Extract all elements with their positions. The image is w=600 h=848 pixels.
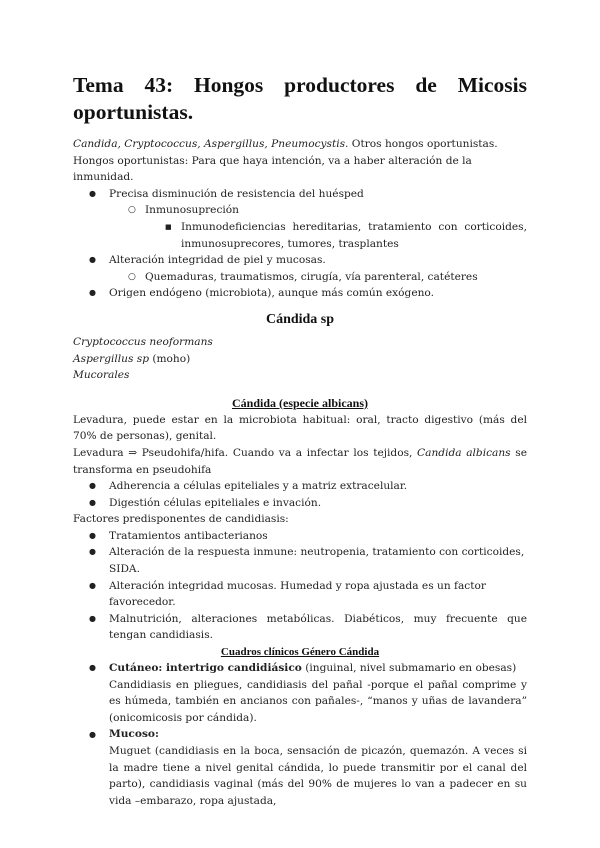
list-item: ● Adherencia a células epiteliales y a matriz extracelular. bbox=[73, 478, 527, 495]
paragraph: Candidiasis en pliegues, candidiasis del pañal -porque el pañal comprime y es húmeda, también en ancianos con pañales-, “manos y uñas de lavandera” (onicomicosis por cándida). bbox=[109, 678, 527, 724]
list-item: ● Mucoso: bbox=[73, 726, 527, 743]
list-item: ● Origen endógeno (microbiota), aunque más común exógeno. bbox=[73, 285, 527, 302]
factors-list bbox=[73, 528, 527, 644]
list-item: ● Precisa disminución de resistencia del huésped bbox=[73, 186, 527, 203]
species-item: Mucorales bbox=[73, 369, 130, 382]
paragraph: Levadura, puede estar en la microbiota habitual: oral, tracto digestivo (más del 70% de personas), genital. bbox=[73, 413, 527, 443]
species-item: Aspergillus sp (moho) bbox=[73, 352, 191, 365]
albicans-list bbox=[73, 478, 527, 511]
document-body bbox=[73, 72, 527, 809]
list-item: ● Alteración integridad de piel y mucosas. bbox=[73, 252, 527, 269]
species-item: Cryptococcus neoformans bbox=[73, 335, 213, 348]
paragraph: Levadura ⇒ Pseudohifa/hifa. Cuando va a infectar los tejidos, Candida albicans se transforma en pseudohifa bbox=[73, 446, 528, 476]
intro-definition: Hongos oportunistas: Para que haya intención, va a haber alteración de la inmunidad. bbox=[73, 154, 472, 184]
genera-rest: . Otros hongos oportunistas. bbox=[345, 138, 498, 150]
list-item: ○ Quemaduras, traumatismos, cirugía, vía parenteral, catéteres bbox=[73, 269, 527, 286]
title-line-1: Tema 43: Hongos productores de Micosis bbox=[73, 73, 527, 97]
section-heading: Cándida sp bbox=[265, 311, 335, 327]
list-item: ● Alteración integridad mucosas. Humedad y ropa ajustada es un factor favorecedor. bbox=[73, 578, 527, 611]
list-item: ● Digestión células epiteliales e invación. bbox=[73, 495, 527, 512]
page-title bbox=[73, 72, 527, 126]
genera-list: Candida, Cryptococcus, Aspergillus, Pneumocystis bbox=[73, 138, 346, 150]
intro-genera bbox=[73, 136, 527, 153]
subsection-heading: Cándida (especie albicans) bbox=[231, 395, 368, 410]
paragraph: Factores predisponentes de candidiasis: bbox=[73, 513, 289, 526]
list-item: ● Malnutrición, alteraciones metabólicas. Diabéticos, muy frecuente que tengan candidiasis. bbox=[73, 611, 527, 644]
paragraph: Muguet (candidiasis en la boca, sensación de picazón, quemazón. A veces si la madre tiene a nivel genital cándida, lo puede transmitir por el canal del parto), candidiasis vaginal (más del 90% de mujeres lo van a padecer en su vida –embarazo, ropa ajustada, bbox=[109, 745, 527, 807]
clinical-list bbox=[73, 660, 527, 677]
title-line-2: oportunistas. bbox=[73, 100, 194, 124]
list-item: ○ Inmunosupreción bbox=[73, 202, 527, 219]
list-item: ● Cutáneo: intertrigo candidiásico (inguinal, nivel submamario en obesas) bbox=[73, 660, 527, 677]
clinical-list-2 bbox=[73, 726, 527, 743]
clinical-heading: Cuadros clínicos Género Cándida bbox=[220, 646, 380, 659]
list-item: ■ Inmunodeficiencias hereditarias, tratamiento con corticoides, inmunosuprecores, tumores, trasplantes bbox=[73, 219, 527, 252]
opportunist-list bbox=[73, 186, 527, 302]
list-item: ● Alteración de la respuesta inmune: neutropenia, tratamiento con corticoides, SIDA. bbox=[73, 544, 527, 577]
list-item: ● Tratamientos antibacterianos bbox=[73, 528, 527, 545]
